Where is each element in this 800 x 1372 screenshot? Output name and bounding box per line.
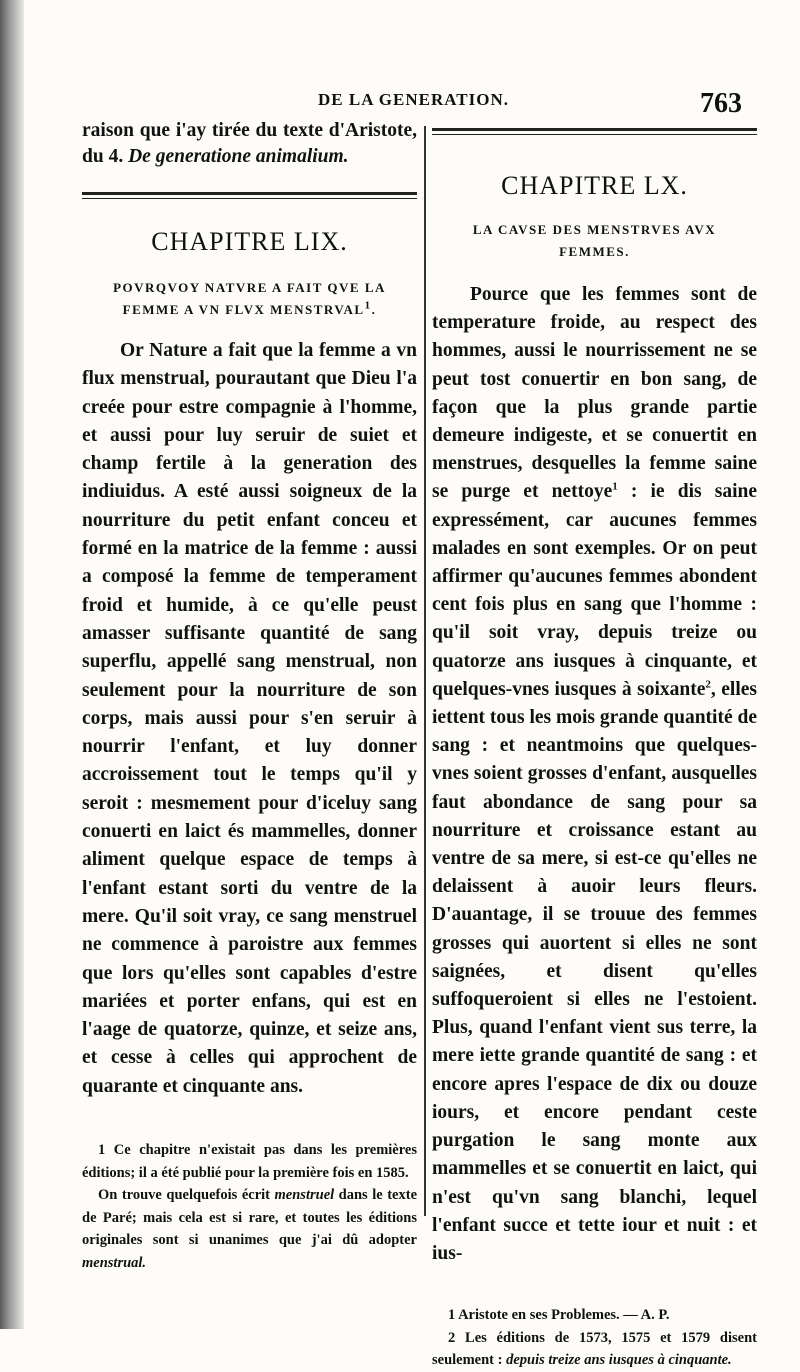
page-number: 763 bbox=[700, 88, 742, 119]
chapter-subtitle-text: POVRQVOY NATVRE A FAIT QVE LA FEMME A VN FLVX MENSTRVAL bbox=[113, 280, 386, 317]
intro-italic-text: De generatione animalium. bbox=[128, 146, 349, 167]
chapter-rule bbox=[82, 192, 417, 199]
column-divider bbox=[424, 126, 426, 1216]
intro-paragraph bbox=[82, 118, 417, 170]
footnote-1: 1 Aristote en ses Problemes. — A. P. bbox=[448, 1307, 670, 1324]
chapter-body-text-end: , elles iettent tous les mois grande quantité de sang : et neantmoins que quelques-vnes soient grosses d'enfant, ausquelles faut abondance de sang pour sa nourriture et croissance estant au ventre de sa mere, si est-ce qu'elles ne delaissent à auoir leurs fleurs. D'auantage, il se trouue des femmes grosses qui auortent si elles ne sont saignées, et disent qu'elles suffoqueroient si elles ne l'estoient. Plus, quand l'enfant vient sus terre, la mere iette grande quantité de sang : et encore apres l'espace de dix ou douze iours, et encore pendant ceste purgation le sang monte aux mammelles et se conuertit en laict, qui n'est qu'vn sang blanchi, lequel l'enfant succe et tette iour et nuit : et ius- bbox=[432, 678, 757, 1264]
chapter-body bbox=[432, 281, 757, 1268]
chapter-subtitle: LA CAVSE DES MENSTRVES AVX FEMMES. bbox=[472, 222, 717, 259]
footnote-2-text: 2 Les éditions de 1573, 1575 et 1579 disent seulement : bbox=[432, 1329, 757, 1369]
chapter-subtitle: POVRQVOY NATVRE A FAIT QVE LA FEMME A VN FLVX MENSTRVAL$^1$. bbox=[113, 280, 386, 317]
footnote-2-italic: menstruel bbox=[274, 1187, 335, 1204]
footnote-1: 1 Ce chapitre n'existait pas dans les premières éditions; il a été publié pour la première fois en 1585. bbox=[82, 1142, 417, 1181]
chapter-rule bbox=[432, 128, 757, 135]
footnote-2 bbox=[82, 1184, 417, 1274]
footnote-2-italic: depuis treize ans iusques à cinquante. bbox=[506, 1352, 732, 1369]
footnote-2 bbox=[432, 1327, 757, 1372]
footnote-2-italic-end: menstrual. bbox=[82, 1254, 147, 1271]
right-column bbox=[432, 118, 757, 1372]
footnote-2-text-cont: dans le texte de Paré; mais cela est si rare, et toutes les éditions originales sont si unanimes que j'ai dû adopter bbox=[82, 1187, 418, 1249]
chapter-title: CHAPITRE LIX. bbox=[151, 227, 348, 256]
footnote-marker: 1 bbox=[612, 480, 618, 493]
chapter-body-text-cont: : ie dis saine expressément, car aucunes femmes malades en sont exemples. Or on peut affirmer qu'aucunes femmes abondent cent fois plus en sang que l'homme : qu'il soit vray, depuis treize ou quatorze ans iusques à cinquante, et quelques-vnes iusques à soixante bbox=[432, 481, 757, 700]
page-gutter-shadow bbox=[0, 0, 24, 1329]
running-head: DE LA GENERATION. bbox=[318, 90, 509, 109]
chapter-title: CHAPITRE LX. bbox=[501, 171, 688, 200]
left-column bbox=[82, 118, 417, 1274]
chapter-body: Or Nature a fait que la femme a vn flux menstrual, pourautant que Dieu l'a creée pour estre compagnie à l'homme, et aussi pour luy seruir de suiet et champ fertile à la generation des indiuidus. A esté aussi soigneux de la nourriture du petit enfant conceu et formé en la matrice de la femme : aussi a composé la femme de temperament froid et humide, à ce qu'elle peust amasser suffisante quantité de sang superflu, appellé sang menstrual, non seulement pour la nourriture de son corps, mais aussi pour s'en seruir à nourrir l'enfant, et luy donner accroissement tout le temps qu'il y seroit : mesmement pour d'iceluy sang conuerti en laict és mammelles, donner aliment quelque espace de temps à l'enfant estant sorti du ventre de la mere. Qu'il soit vray, ce sang menstruel ne commence à paroistre aux femmes que lors qu'elles sont capables d'estre mariées et porter enfans, qui est en l'aage de quatorze, quinze, et seize ans, et cesse à celles qui approchent de quarante et cinquante ans. bbox=[82, 340, 417, 1097]
footnote-marker: 1 bbox=[364, 299, 372, 312]
intro-text: raison que i'ay tirée du texte d'Aristote, du 4. bbox=[82, 120, 417, 167]
footnote-marker: 2 bbox=[705, 678, 711, 691]
footnote-2-text: On trouve quelquefois écrit bbox=[98, 1187, 275, 1204]
chapter-body-text: Pource que les femmes sont de temperature froide, au respect des hommes, aussi le nourrissement ne se peut tost conuertir en bon sang, de façon que la plus grande partie demeure indigeste, et se conuertit en menstrues, desquelles la femme saine se purge et nettoye bbox=[432, 284, 757, 503]
